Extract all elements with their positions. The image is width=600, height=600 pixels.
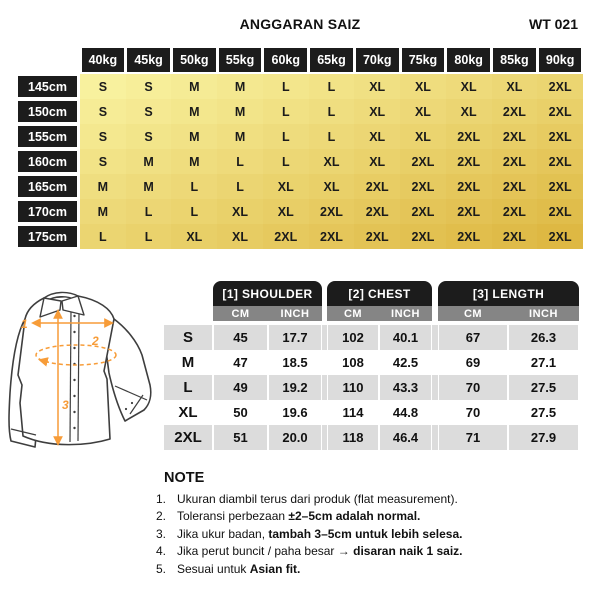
height-header: 165cm	[18, 176, 77, 197]
note-text	[177, 491, 458, 508]
note-text	[177, 543, 463, 560]
measure-value: 40.1	[379, 325, 432, 350]
size-cell: M	[217, 124, 263, 149]
size-cell: 2XL	[354, 224, 400, 249]
unit-header: CM	[327, 306, 379, 321]
measure-value: 42.5	[379, 350, 432, 375]
measure-value: 20.0	[268, 425, 322, 450]
size-cell: XL	[400, 99, 446, 124]
size-cell: 2XL	[446, 199, 492, 224]
measure-value: 27.5	[508, 400, 579, 425]
note-item	[156, 508, 588, 525]
size-cell: 2XL	[537, 174, 583, 199]
size-cell: XL	[446, 99, 492, 124]
measure-value: 70	[438, 400, 508, 425]
measure-group-header: [2] CHEST	[327, 281, 432, 306]
unit-header: INCH	[268, 306, 322, 321]
size-cell: XL	[354, 99, 400, 124]
size-cell: L	[263, 99, 309, 124]
note-regular-text: Toleransi perbezaan	[177, 509, 289, 524]
measure-value: 70	[438, 375, 508, 400]
weight-header: 50kg	[173, 48, 216, 72]
marker-2: 2	[92, 334, 99, 348]
size-cell: L	[217, 149, 263, 174]
note-item	[156, 491, 588, 508]
size-cell: 2XL	[492, 174, 538, 199]
size-cell: L	[263, 149, 309, 174]
size-cell: XL	[446, 74, 492, 99]
size-cell: XL	[309, 174, 355, 199]
note-text	[177, 508, 420, 525]
measure-value: 114	[327, 400, 379, 425]
size-cell: L	[263, 124, 309, 149]
measure-value: 46.4	[379, 425, 432, 450]
size-cell: 2XL	[446, 224, 492, 249]
size-cell: L	[217, 174, 263, 199]
measure-value: 43.3	[379, 375, 432, 400]
size-cell: XL	[354, 149, 400, 174]
size-cell: L	[171, 174, 217, 199]
size-cell: XL	[400, 124, 446, 149]
weight-header: 90kg	[539, 48, 582, 72]
measure-value: 118	[327, 425, 379, 450]
size-cell: S	[80, 74, 126, 99]
size-cell: S	[80, 149, 126, 174]
size-cell: 2XL	[537, 199, 583, 224]
note-regular-text: Jika perut buncit / paha besar →	[177, 544, 354, 559]
height-header: 175cm	[18, 226, 77, 247]
size-cell: XL	[354, 124, 400, 149]
size-cell: M	[80, 174, 126, 199]
height-header: 150cm	[18, 101, 77, 122]
size-cell: 2XL	[309, 224, 355, 249]
weight-header: 80kg	[447, 48, 490, 72]
note-regular-text: Sesuai untuk	[177, 561, 250, 576]
note-bold-text: tambah 3–5cm untuk lebih selesa.	[268, 526, 463, 541]
note-regular-text: Jika ukur badan,	[177, 526, 269, 541]
measure-value: 17.7	[268, 325, 322, 350]
size-cell: 2XL	[492, 124, 538, 149]
note-bold-text: disaran naik 1 saiz.	[353, 544, 463, 559]
size-cell: 2XL	[537, 149, 583, 174]
height-header: 170cm	[18, 201, 77, 222]
size-cell: L	[126, 199, 172, 224]
marker-3: 3	[62, 398, 69, 412]
size-cell: M	[171, 99, 217, 124]
measure-value: 27.5	[508, 375, 579, 400]
note-bold-text: Asian fit.	[249, 561, 301, 576]
weight-header: 75kg	[402, 48, 445, 72]
note-number: 4.	[156, 544, 167, 559]
measure-value: 44.8	[379, 400, 432, 425]
size-cell: XL	[217, 224, 263, 249]
measure-value: 45	[213, 325, 268, 350]
measure-value: 26.3	[508, 325, 579, 350]
size-cell: 2XL	[400, 149, 446, 174]
size-cell: L	[171, 199, 217, 224]
matrix-corner	[18, 48, 80, 74]
note-item	[156, 561, 588, 578]
unit-header: INCH	[379, 306, 432, 321]
size-cell: XL	[354, 74, 400, 99]
note-text	[177, 561, 300, 578]
size-cell: 2XL	[446, 149, 492, 174]
size-row-label: S	[163, 325, 213, 350]
weight-header: 55kg	[219, 48, 262, 72]
measure-value: 49	[213, 375, 268, 400]
note-number: 3.	[156, 526, 167, 541]
measure-value: 67	[438, 325, 508, 350]
size-cell: 2XL	[492, 99, 538, 124]
measure-value: 69	[438, 350, 508, 375]
size-row-label: M	[163, 350, 213, 375]
size-cell: M	[171, 149, 217, 174]
height-header: 155cm	[18, 126, 77, 147]
size-row-label: 2XL	[163, 425, 213, 450]
shirt-outline	[9, 296, 151, 447]
size-row-label: L	[163, 375, 213, 400]
unit-header: INCH	[508, 306, 579, 321]
size-cell: 2XL	[492, 224, 538, 249]
measure-group-header: [1] SHOULDER	[213, 281, 322, 306]
size-cell: 2XL	[263, 224, 309, 249]
size-cell: 2XL	[492, 149, 538, 174]
measure-value: 18.5	[268, 350, 322, 375]
size-cell: S	[126, 74, 172, 99]
size-cell: L	[309, 99, 355, 124]
weight-header: 60kg	[264, 48, 307, 72]
measure-value: 108	[327, 350, 379, 375]
weight-header: 45kg	[127, 48, 170, 72]
marker-1: 1	[21, 317, 28, 331]
weight-header: 40kg	[82, 48, 125, 72]
size-cell: L	[80, 224, 126, 249]
size-cell: S	[126, 124, 172, 149]
size-cell: XL	[263, 174, 309, 199]
note-heading: NOTE	[164, 470, 205, 486]
size-cell: S	[126, 99, 172, 124]
size-cell: 2XL	[400, 224, 446, 249]
measure-value: 50	[213, 400, 268, 425]
unit-header: CM	[213, 306, 268, 321]
size-cell: M	[126, 174, 172, 199]
measure-value: 110	[327, 375, 379, 400]
note-number: 2.	[156, 509, 167, 524]
measure-value: 51	[213, 425, 268, 450]
size-cell: XL	[400, 74, 446, 99]
size-cell: 2XL	[446, 124, 492, 149]
size-cell: M	[217, 99, 263, 124]
measure-value: 19.6	[268, 400, 322, 425]
measure-value: 71	[438, 425, 508, 450]
product-code: WT 021	[528, 16, 578, 32]
note-section	[156, 470, 588, 578]
size-cell: 2XL	[537, 74, 583, 99]
size-cell: XL	[492, 74, 538, 99]
size-cell: M	[217, 74, 263, 99]
size-cell: L	[309, 124, 355, 149]
size-cell: XL	[263, 199, 309, 224]
weight-header: 65kg	[310, 48, 353, 72]
size-cell: M	[80, 199, 126, 224]
size-cell: L	[309, 74, 355, 99]
size-cell: M	[171, 74, 217, 99]
weight-header: 70kg	[356, 48, 399, 72]
measure-value: 27.1	[508, 350, 579, 375]
note-bold-text: ±2–5cm adalah normal.	[288, 509, 421, 524]
size-cell: XL	[217, 199, 263, 224]
height-header: 160cm	[18, 151, 77, 172]
shirt-diagram	[2, 283, 160, 465]
measurement-table	[163, 281, 579, 450]
note-number: 1.	[156, 492, 167, 506]
size-cell: 2XL	[446, 174, 492, 199]
measure-group-header: [3] LENGTH	[438, 281, 579, 306]
size-cell: XL	[309, 149, 355, 174]
size-cell: 2XL	[537, 224, 583, 249]
size-cell: 2XL	[309, 199, 355, 224]
measure-value: 102	[327, 325, 379, 350]
size-estimate-matrix	[18, 48, 583, 249]
note-regular-text: Ukuran diambil terus dari produk (flat measurement).	[177, 492, 458, 506]
note-item	[156, 526, 588, 543]
note-text	[177, 526, 462, 543]
page-title: ANGGARAN SAIZ	[239, 16, 361, 32]
size-cell: S	[80, 124, 126, 149]
weight-header: 85kg	[493, 48, 536, 72]
size-cell: 2XL	[537, 124, 583, 149]
unit-header: CM	[438, 306, 508, 321]
height-header: 145cm	[18, 76, 77, 97]
measure-value: 27.9	[508, 425, 579, 450]
size-cell: L	[126, 224, 172, 249]
measure-value: 47	[213, 350, 268, 375]
size-cell: 2XL	[354, 199, 400, 224]
size-cell: 2XL	[400, 199, 446, 224]
size-cell: M	[126, 149, 172, 174]
note-item	[156, 543, 588, 560]
size-cell: 2XL	[537, 99, 583, 124]
size-cell: S	[80, 99, 126, 124]
size-row-label: XL	[163, 400, 213, 425]
note-list	[156, 491, 588, 578]
note-number: 5.	[156, 561, 167, 576]
size-cell: 2XL	[492, 199, 538, 224]
shirt-body	[18, 296, 114, 445]
size-cell: L	[263, 74, 309, 99]
size-cell: M	[171, 124, 217, 149]
measure-value: 19.2	[268, 375, 322, 400]
size-cell: 2XL	[400, 174, 446, 199]
size-cell: XL	[171, 224, 217, 249]
size-cell: 2XL	[354, 174, 400, 199]
